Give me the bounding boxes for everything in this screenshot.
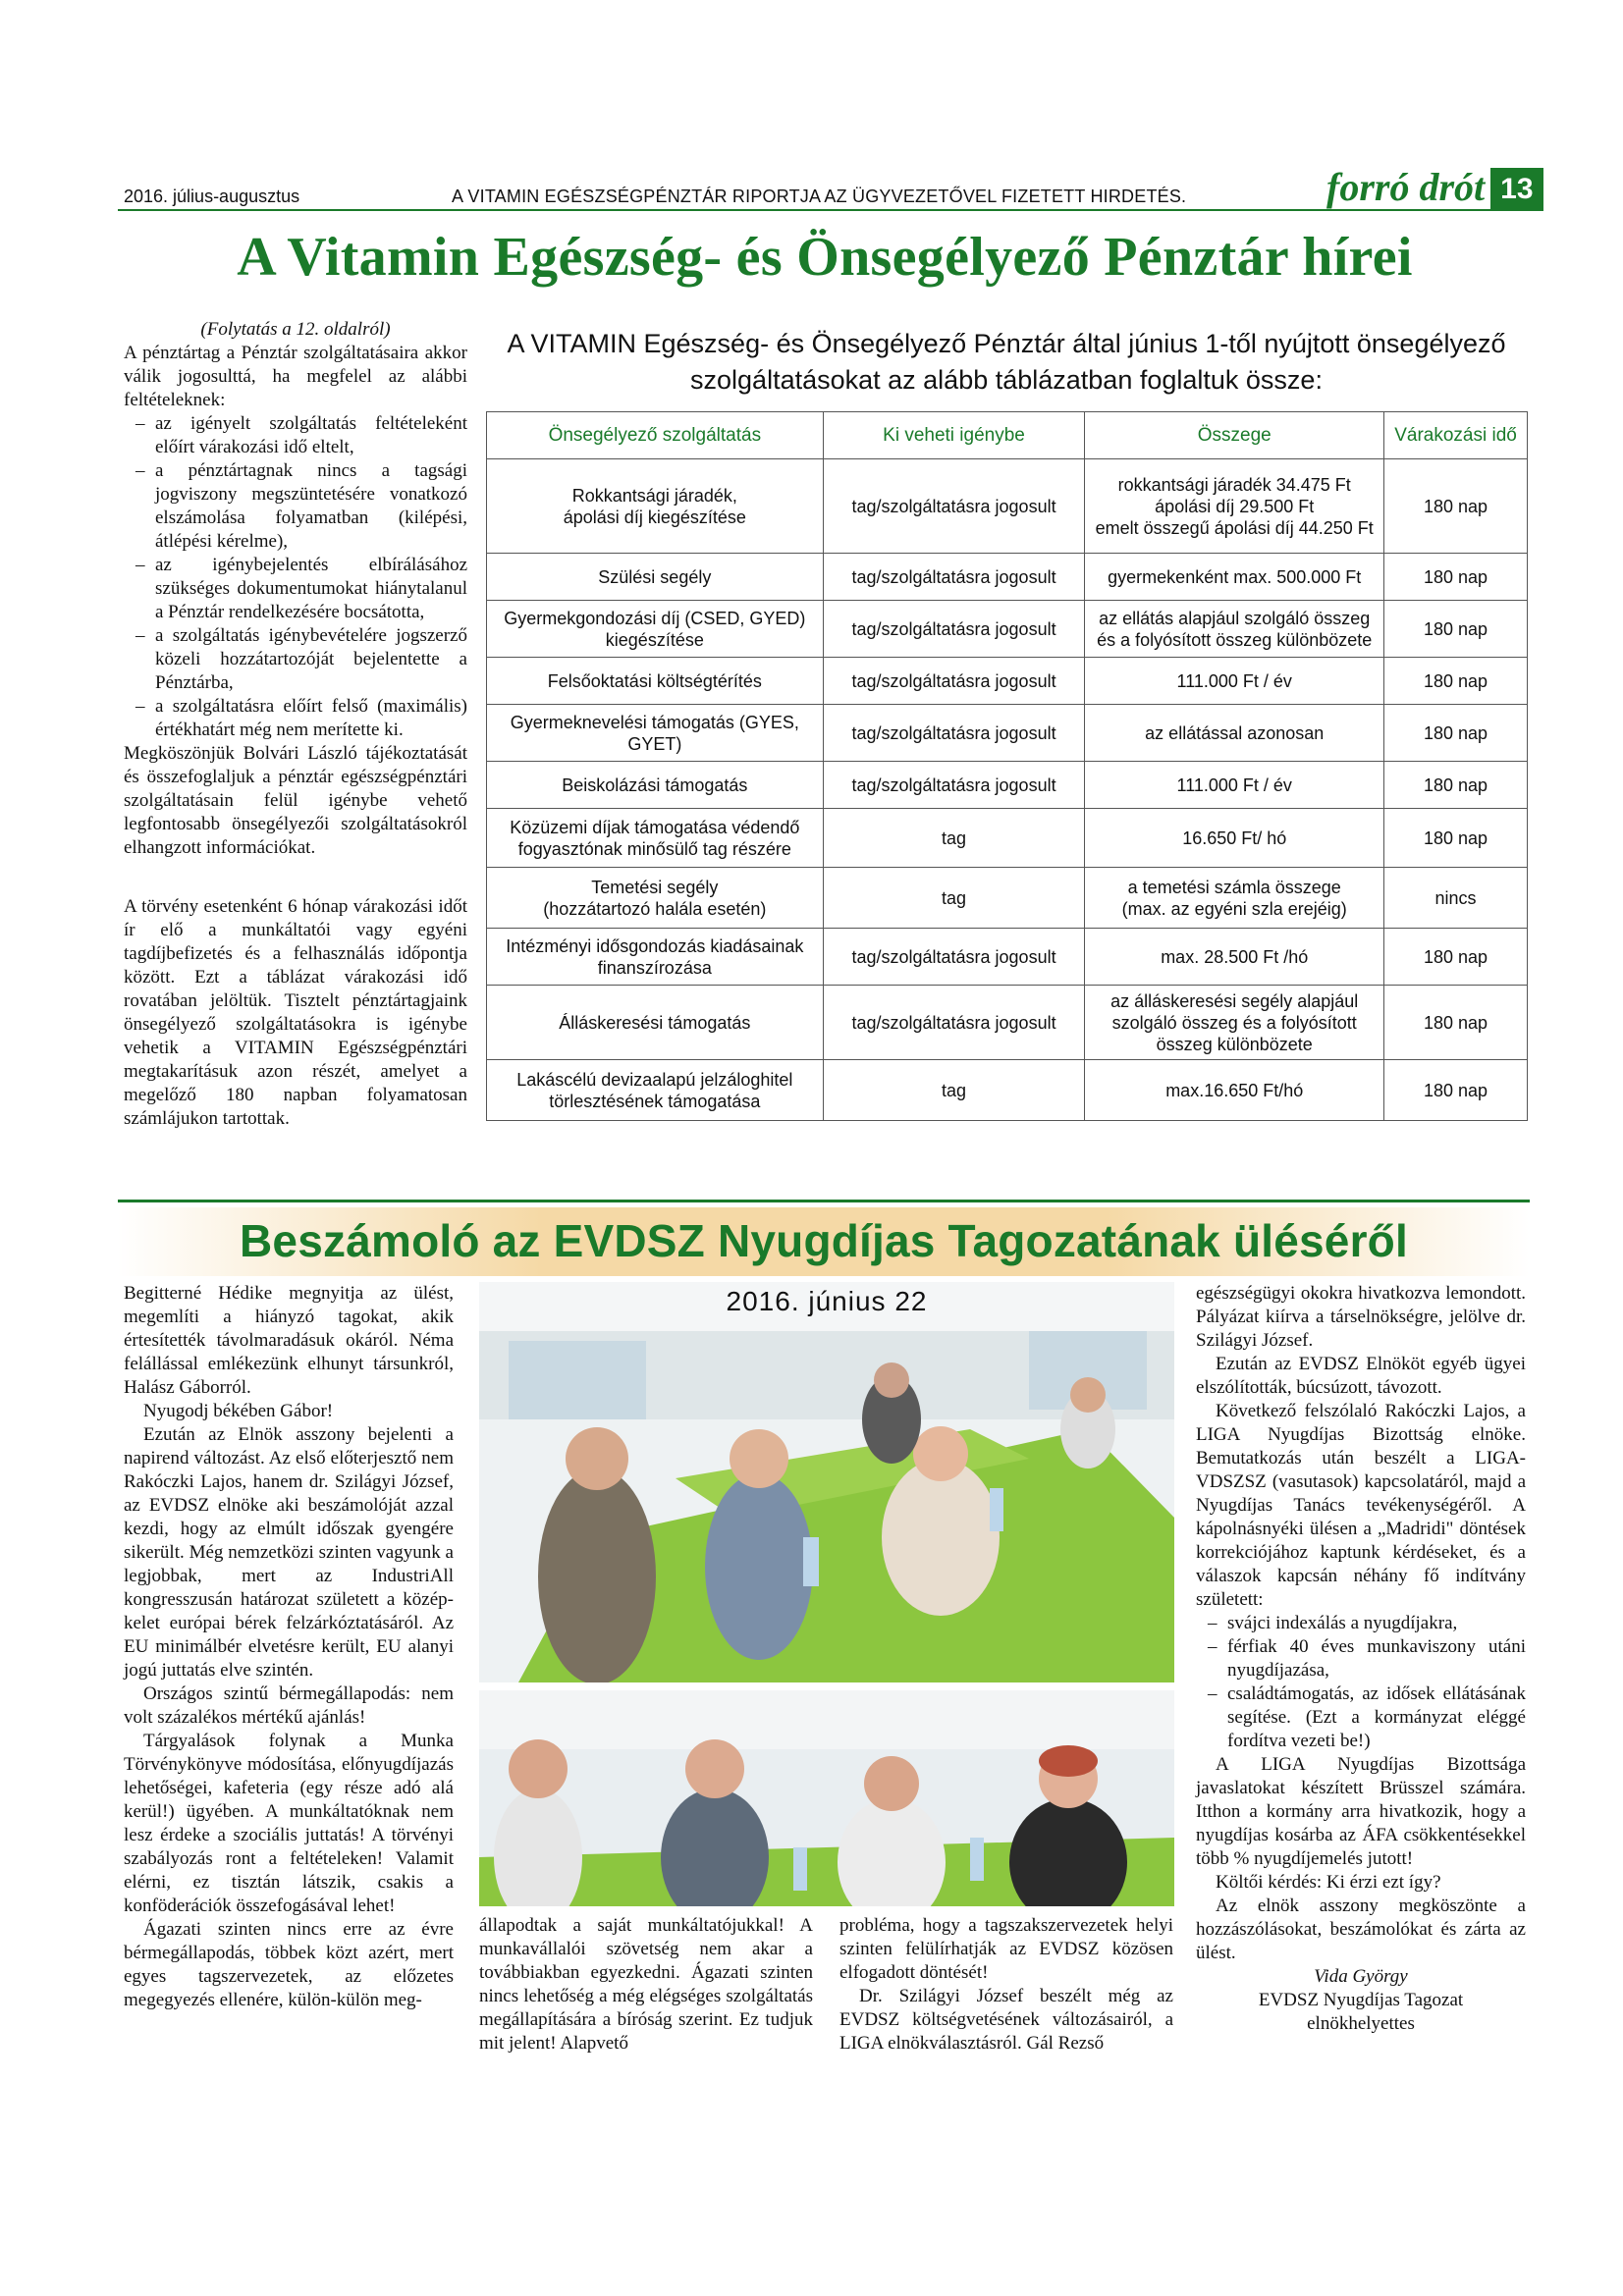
- table-cell-service: Temetési segély (hozzátartozó halála esetén): [487, 868, 824, 929]
- page-number: 13: [1490, 168, 1542, 211]
- table-cell-service: Rokkantsági járadék, ápolási díj kiegészítése: [487, 459, 824, 554]
- table-intro: A VITAMIN Egészség- és Önsegélyező Pénztár által június 1-től nyújtott önsegélyező szolgáltatásokat az alább táblázatban foglaltuk össze:: [507, 329, 1506, 395]
- condition-item: – a pénztártagnak nincs a tagsági jogviszony megszüntetésére vonatkozó elszámolása folyamatban (kilépési, átlépési kérelme),: [124, 459, 467, 554]
- continued-note: (Folytatás a 12. oldalról): [200, 319, 391, 340]
- table-cell-who: tag/szolgáltatásra jogosult: [823, 554, 1085, 601]
- paragraph: egészségügyi okokra hivatkozva lemondott. Pályázat kiírva a társelnökségre, jelölve dr. Szilágyi József.: [1196, 1283, 1526, 1351]
- issue-date: 2016. július-augusztus: [124, 187, 300, 206]
- proposal-item: – férfiak 40 éves munkaviszony utáni nyugdíjazása,: [1196, 1635, 1526, 1682]
- table-cell-service: Felsőoktatási költségtérítés: [487, 658, 824, 705]
- table-cell-who: tag/szolgáltatásra jogosult: [823, 601, 1085, 658]
- table-cell-amount: rokkantsági járadék 34.475 Ft ápolási díj 29.500 Ft emelt összegű ápolási díj 44.250 Ft: [1085, 459, 1384, 554]
- article2-title: Beszámoló az EVDSZ Nyugdíjas Tagozatának üléséről: [240, 1215, 1408, 1266]
- table-cell-wait: 180 nap: [1384, 601, 1528, 658]
- article2-right-column: [1196, 1282, 1526, 2036]
- table-row: [487, 554, 1528, 601]
- table-cell-amount: 16.650 Ft/ hó: [1085, 809, 1384, 868]
- meeting-photo-2: [479, 1690, 1174, 1906]
- photo-date-caption: 2016. június 22: [726, 1286, 928, 1316]
- table-cell-who: tag/szolgáltatásra jogosult: [823, 929, 1085, 986]
- article2-mid-right-column: [839, 1914, 1173, 2056]
- table-cell-amount: 111.000 Ft / év: [1085, 658, 1384, 705]
- table-row: [487, 868, 1528, 929]
- paragraph: Begitterné Hédike megnyitja az ülést, megemlíti a hiányzó tagokat, akik értesítették távolmaradásuk okáról. Néma felállással emlékezünk elhunyt társunkról, Halász Gáborról.: [124, 1283, 454, 1398]
- column-header: Önsegélyező szolgáltatás: [487, 412, 824, 459]
- proposals-list: [1196, 1612, 1526, 1753]
- meeting-photo-1: [479, 1282, 1174, 1682]
- table-cell-amount: az ellátás alapjául szolgáló összeg és a folyósított összeg különbözete: [1085, 601, 1384, 658]
- table-cell-service: Gyermekgondozási díj (CSED, GYED) kiegészítése: [487, 601, 824, 658]
- condition-item: – az igénybejelentés elbírálásához szükséges dokumentumokat hiánytalanul a Pénztár rendelkezésére bocsátotta,: [124, 554, 467, 624]
- paragraph: Nyugodj békében Gábor!: [143, 1401, 334, 1421]
- table-cell-wait: 180 nap: [1384, 929, 1528, 986]
- section-divider: [118, 1200, 1530, 1202]
- table-cell-wait: 180 nap: [1384, 705, 1528, 762]
- paragraph: Tárgyalások folynak a Munka Törvénykönyve módosítása, előnyugdíjazás lehetőségei, kafeteria (egy része adó alá kerül!) ügyében. A munkáltatóknak nem lesz érdeke a szociális juttatás! A törvényi szabályozás ront a feltételeken! Valamit elérni, ez tisztán látszik, csakis a konföderációk összefogásával lehet!: [124, 1731, 454, 1916]
- table-cell-amount: 111.000 Ft / év: [1085, 762, 1384, 809]
- paid-ad-notice: A VITAMIN EGÉSZSÉGPÉNZTÁR RIPORTJA AZ ÜGYVEZETŐVEL FIZETETT HIRDETÉS.: [452, 187, 1187, 206]
- table-cell-amount: gyermekenként max. 500.000 Ft: [1085, 554, 1384, 601]
- table-cell-wait: 180 nap: [1384, 459, 1528, 554]
- paragraph: Következő felszólaló Rakóczki Lajos, a LIGA Nyugdíjas Bizottság elnöke. Bemutatkozás után beszélt a LIGA-VDSZSZ (vasutasok) kapcsolatáról, majd a Nyugdíjas Tanács tevékenységéről. A kápolnásnyéki ülésen a „Madridi" döntések korrekciójához kaptunk kérdéseket, és a válaszok kapcsán néhány fő indítvány született:: [1196, 1401, 1526, 1610]
- header-rule: [118, 209, 1530, 211]
- table-row: [487, 929, 1528, 986]
- table-cell-wait: 180 nap: [1384, 1060, 1528, 1121]
- proposal-item: – családtámogatás, az idősek ellátásának segítése. (Ezt a kormányzat eléggé fordítva vezeti be!): [1196, 1682, 1526, 1753]
- table-cell-who: tag/szolgáltatásra jogosult: [823, 986, 1085, 1060]
- table-row: [487, 601, 1528, 658]
- table-row: [487, 705, 1528, 762]
- intro-paragraph: A pénztártag a Pénztár szolgáltatásaira akkor válik jogosulttá, ha megfelel az alábbi feltételeknek:: [124, 343, 467, 410]
- condition-item: – az igényelt szolgáltatás feltételeként előírt várakozási idő eltelt,: [124, 412, 467, 459]
- table-cell-who: tag/szolgáltatásra jogosult: [823, 658, 1085, 705]
- table-cell-amount: max.16.650 Ft/hó: [1085, 1060, 1384, 1121]
- table-cell-amount: az álláskeresési segély alapjául szolgáló összeg és a folyósított összeg különbözete: [1085, 986, 1384, 1060]
- table-cell-who: tag/szolgáltatásra jogosult: [823, 762, 1085, 809]
- table-cell-wait: 180 nap: [1384, 554, 1528, 601]
- conditions-list: [124, 412, 467, 742]
- services-table: [486, 411, 1528, 1121]
- thanks-paragraph: Megköszönjük Bolvári László tájékoztatását és összefoglaljuk a pénztár egészségpénztári szolgáltatásain felül igénybe vehető legfontosabb önsegélyezői szolgáltatásokról elhangzott információkat.: [124, 743, 467, 858]
- signature-role: elnökhelyettes: [1307, 2013, 1415, 2034]
- signature-name: Vida György: [1314, 1966, 1408, 1987]
- waiting-paragraph: A törvény esetenként 6 hónap várakozási időt ír elő a munkáltatói vagy egyéni tagdíjbefizetés és a felhasználás időpontja között. Ezt a táblázat várakozási idő rovatában jelöltük. Tisztelt pénztártagjaink önsegélyező szolgáltatásokra is igénybe vehetik a VITAMIN Egészségpénztári megtakarításuk azon részét, amelyet a megelőző 180 napban folyamatosan számlájukon tartottak.: [124, 896, 467, 1129]
- table-cell-who: tag/szolgáltatásra jogosult: [823, 459, 1085, 554]
- table-header-row: [487, 412, 1528, 459]
- column-header: Összege: [1085, 412, 1384, 459]
- table-cell-who: tag: [823, 1060, 1085, 1121]
- table-cell-service: Álláskeresési támogatás: [487, 986, 824, 1060]
- table-row: [487, 459, 1528, 554]
- condition-item: – a szolgáltatás igénybevételére jogszerző közeli hozzátartozóját bejelentette a Pénztárba,: [124, 624, 467, 695]
- column-header: Várakozási idő: [1384, 412, 1528, 459]
- paragraph: Az elnök asszony megköszönte a hozzászólásokat, beszámolókat és zárta az ülést.: [1196, 1896, 1526, 1963]
- table-row: [487, 762, 1528, 809]
- paragraph: Ágazati szinten nincs erre az évre bérmegállapodás, többek közt azért, mert egyes tagszervezetek, az előzetes megegyezés ellenére, külön-külön meg-: [124, 1919, 454, 2010]
- brand-name: forró drót: [1326, 165, 1486, 209]
- article2-left-column: [124, 1282, 454, 2012]
- table-cell-service: Lakáscélú devizaalapú jelzáloghitel törlesztésének támogatása: [487, 1060, 824, 1121]
- table-cell-service: Gyermeknevelési támogatás (GYES, GYET): [487, 705, 824, 762]
- paragraph: Költői kérdés: Ki érzi ezt így?: [1216, 1872, 1441, 1893]
- paragraph: állapodtak a saját munkáltatójukkal! A munkavállalói szövetség nem akar a továbbiakban egyezkedni. Ágazati szinten nincs lehetőség a még elégséges szolgáltatás megállapítására a bíróság szerint. Ez tudjuk mit jelent! Alapvető: [479, 1915, 813, 2054]
- meeting-photo-icon: [479, 1282, 1174, 1682]
- signature-org: EVDSZ Nyugdíjas Tagozat: [1258, 1990, 1464, 2010]
- table-cell-wait: 180 nap: [1384, 762, 1528, 809]
- paragraph: Dr. Szilágyi József beszélt még az EVDSZ költségvetésének változásairól, a LIGA elnökválasztásról. Gál Rezső: [839, 1986, 1173, 2054]
- condition-item: – a szolgáltatásra előírt felső (maximális) értékhatárt még nem merítette ki.: [124, 695, 467, 742]
- table-cell-amount: az ellátással azonosan: [1085, 705, 1384, 762]
- table-cell-who: tag/szolgáltatásra jogosult: [823, 705, 1085, 762]
- article1-title: A Vitamin Egészség- és Önsegélyező Pénztár hírei: [237, 227, 1413, 288]
- paragraph: probléma, hogy a tagszakszervezetek helyi szinten felülírhatják az EVDSZ közösen elfogadott döntését!: [839, 1915, 1173, 1983]
- article2-mid-left-column: [479, 1914, 813, 2056]
- table-cell-service: Közüzemi díjak támogatása védendő fogyasztónak minősülő tag részére: [487, 809, 824, 868]
- table-cell-service: Szülési segély: [487, 554, 824, 601]
- meeting-photo-icon: [479, 1690, 1174, 1906]
- table-cell-amount: max. 28.500 Ft /hó: [1085, 929, 1384, 986]
- table-cell-amount: a temetési számla összege (max. az egyéni szla erejéig): [1085, 868, 1384, 929]
- paragraph: Ezután az EVDSZ Elnököt egyéb ügyei elszólították, búcsúzott, távozott.: [1196, 1354, 1526, 1398]
- table-row: [487, 658, 1528, 705]
- paragraph: Országos szintű bérmegállapodás: nem volt százalékos mértékű ajánlás!: [124, 1683, 454, 1728]
- article1-left-column: [124, 318, 467, 1131]
- table-cell-wait: 180 nap: [1384, 809, 1528, 868]
- newspaper-brand: [1321, 165, 1543, 211]
- paragraph: Ezután az Elnök asszony bejelenti a napirend változást. Az első előterjesztő nem Rakóczki Lajos, hanem dr. Szilágyi József, az EVDSZ elnöke aki beszámolóját azzal kezdi, hogy az elmúlt időszak gyengére sikerült. Még nemzetközi szinten vagyunk a legjobbak, mert az IndustriAll kongresszusán határozat született a közép-kelet európai bérek felzárkóztatásáról. Az EU minimálbér elvetésre került, EU alanyi jogú juttatás elve szintén.: [124, 1424, 454, 1681]
- table-cell-wait: 180 nap: [1384, 986, 1528, 1060]
- proposal-item: – svájci indexálás a nyugdíjakra,: [1196, 1612, 1526, 1635]
- table-row: [487, 809, 1528, 868]
- table-cell-wait: nincs: [1384, 868, 1528, 929]
- table-cell-who: tag: [823, 868, 1085, 929]
- table-cell-service: Intézményi idősgondozás kiadásainak finanszírozása: [487, 929, 824, 986]
- paragraph: A LIGA Nyugdíjas Bizottsága javaslatokat készített Brüsszel számára. Itthon a kormány arra hivatkozik, hogy a nyugdíjas kosárba az ÁFA csökkentésekkel több % nyugdíjemelés jutott!: [1196, 1754, 1526, 1869]
- table-cell-wait: 180 nap: [1384, 658, 1528, 705]
- table-row: [487, 1060, 1528, 1121]
- table-row: [487, 986, 1528, 1060]
- table-cell-who: tag: [823, 809, 1085, 868]
- column-header: Ki veheti igénybe: [823, 412, 1085, 459]
- table-cell-service: Beiskolázási támogatás: [487, 762, 824, 809]
